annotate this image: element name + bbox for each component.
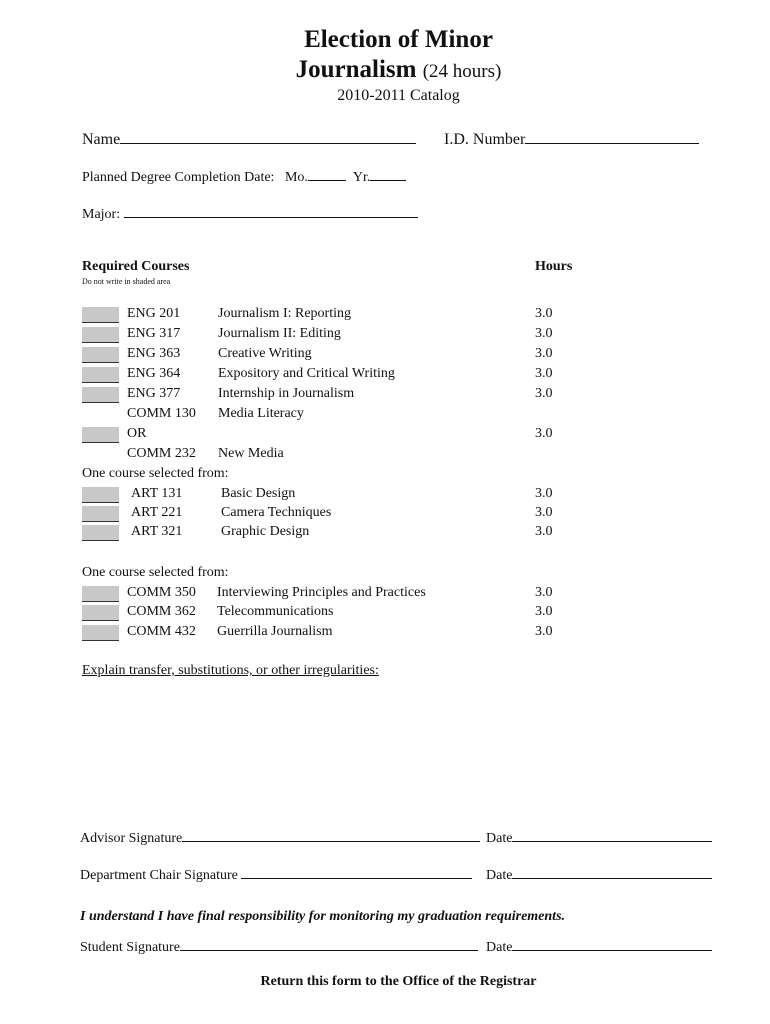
course-title: New Media <box>218 446 284 461</box>
course-title: Interviewing Principles and Practices <box>217 585 426 600</box>
course-hours: 3.0 <box>535 486 553 501</box>
year-label: Yr. <box>352 170 371 185</box>
advisor-signature-blank[interactable] <box>182 828 480 842</box>
minor-name: Journalism <box>295 56 417 83</box>
course-code: COMM 350 <box>127 585 196 600</box>
course-code: ART 321 <box>131 524 183 539</box>
student-signature-label: Student Signature <box>80 940 180 955</box>
course-code: ENG 377 <box>127 386 181 401</box>
advisor-signature-field[interactable] <box>80 828 480 847</box>
course-title: Internship in Journalism <box>218 386 355 401</box>
return-instructions: Return this form to the Office of the Registrar <box>260 974 537 989</box>
form-title: Election of Minor <box>304 26 493 53</box>
course-hours: 3.0 <box>535 366 553 381</box>
month-blank[interactable] <box>308 167 346 181</box>
id-field[interactable] <box>444 128 699 149</box>
course-title: Creative Writing <box>218 346 312 361</box>
course-hours: 3.0 <box>535 585 553 600</box>
minor-title <box>0 56 770 84</box>
major-blank[interactable] <box>124 204 418 218</box>
course-code: COMM 362 <box>127 604 196 619</box>
course-title: Camera Techniques <box>221 505 332 520</box>
responsibility-statement: I understand I have final responsibility for monitoring my graduation requirements. <box>80 909 566 924</box>
shaded-box <box>82 387 119 403</box>
date-label: Date <box>486 868 513 883</box>
course-title: Guerrilla Journalism <box>217 624 333 639</box>
explain-irregularities-label: Explain transfer, substitutions, or other irregularities: <box>82 663 379 678</box>
explain-area[interactable] <box>82 685 722 815</box>
course-hours: 3.0 <box>535 386 553 401</box>
date-blank[interactable] <box>512 865 712 879</box>
one-course-heading: One course selected from: <box>82 565 229 580</box>
course-code: ENG 363 <box>127 346 181 361</box>
course-hours: 3.0 <box>535 604 553 619</box>
month-label: Mo. <box>284 170 308 185</box>
course-title: Basic Design <box>221 486 296 501</box>
course-hours: 3.0 <box>535 524 553 539</box>
shaded-box <box>82 586 119 602</box>
chair-signature-blank[interactable] <box>241 865 472 879</box>
course-hours: 3.0 <box>535 624 553 639</box>
course-code: ART 131 <box>131 486 183 501</box>
course-title: Media Literacy <box>218 406 304 421</box>
shaded-box <box>82 327 119 343</box>
course-title: Telecommunications <box>217 604 334 619</box>
date-blank[interactable] <box>512 937 712 951</box>
advisor-signature-label: Advisor Signature <box>80 831 183 846</box>
completion-label: Planned Degree Completion Date: <box>82 170 275 185</box>
completion-date-field[interactable] <box>82 167 406 186</box>
date-label: Date <box>486 831 513 846</box>
course-code: COMM 130 <box>127 406 196 421</box>
or-label: OR <box>127 426 147 441</box>
date-blank[interactable] <box>512 828 712 842</box>
course-title: Expository and Critical Writing <box>218 366 395 381</box>
name-label: Name <box>82 131 121 148</box>
course-code: COMM 232 <box>127 446 196 461</box>
course-code: COMM 432 <box>127 624 196 639</box>
shaded-box <box>82 625 119 641</box>
id-blank[interactable] <box>525 128 699 144</box>
course-code: ENG 317 <box>127 326 181 341</box>
shaded-box <box>82 525 119 541</box>
minor-hours: (24 hours) <box>422 61 502 82</box>
id-label: I.D. Number <box>444 131 526 148</box>
course-title: Journalism II: Editing <box>218 326 341 341</box>
chair-date-field[interactable] <box>486 865 712 884</box>
course-hours: 3.0 <box>535 505 553 520</box>
student-date-field[interactable] <box>486 937 712 956</box>
shaded-box <box>82 307 119 323</box>
shaded-box <box>82 487 119 503</box>
shaded-box <box>82 427 119 443</box>
course-code: ENG 364 <box>127 366 181 381</box>
chair-signature-label: Department Chair Signature <box>80 868 238 883</box>
hours-heading: Hours <box>535 259 573 274</box>
course-hours: 3.0 <box>535 326 553 341</box>
shaded-area-note: Do not write in shaded area <box>82 277 171 286</box>
catalog-year: 2010-2011 Catalog <box>337 87 460 104</box>
shaded-box <box>82 367 119 383</box>
year-blank[interactable] <box>370 167 406 181</box>
chair-signature-field[interactable] <box>80 865 472 884</box>
course-hours: 3.0 <box>535 346 553 361</box>
shaded-box <box>82 605 119 621</box>
shaded-box <box>82 347 119 363</box>
shaded-box <box>82 506 119 522</box>
name-blank[interactable] <box>120 128 416 144</box>
course-title: Journalism I: Reporting <box>218 306 351 321</box>
date-label: Date <box>486 940 513 955</box>
advisor-date-field[interactable] <box>486 828 712 847</box>
course-hours: 3.0 <box>535 426 553 441</box>
course-code: ART 221 <box>131 505 183 520</box>
name-field[interactable] <box>82 128 416 149</box>
course-hours: 3.0 <box>535 306 553 321</box>
student-signature-blank[interactable] <box>180 937 478 951</box>
major-label: Major: <box>82 207 121 222</box>
required-courses-heading: Required Courses <box>82 259 190 274</box>
course-code: ENG 201 <box>127 306 181 321</box>
student-signature-field[interactable] <box>80 937 478 956</box>
one-course-heading: One course selected from: <box>82 466 229 481</box>
major-field[interactable] <box>82 204 418 223</box>
course-title: Graphic Design <box>221 524 310 539</box>
